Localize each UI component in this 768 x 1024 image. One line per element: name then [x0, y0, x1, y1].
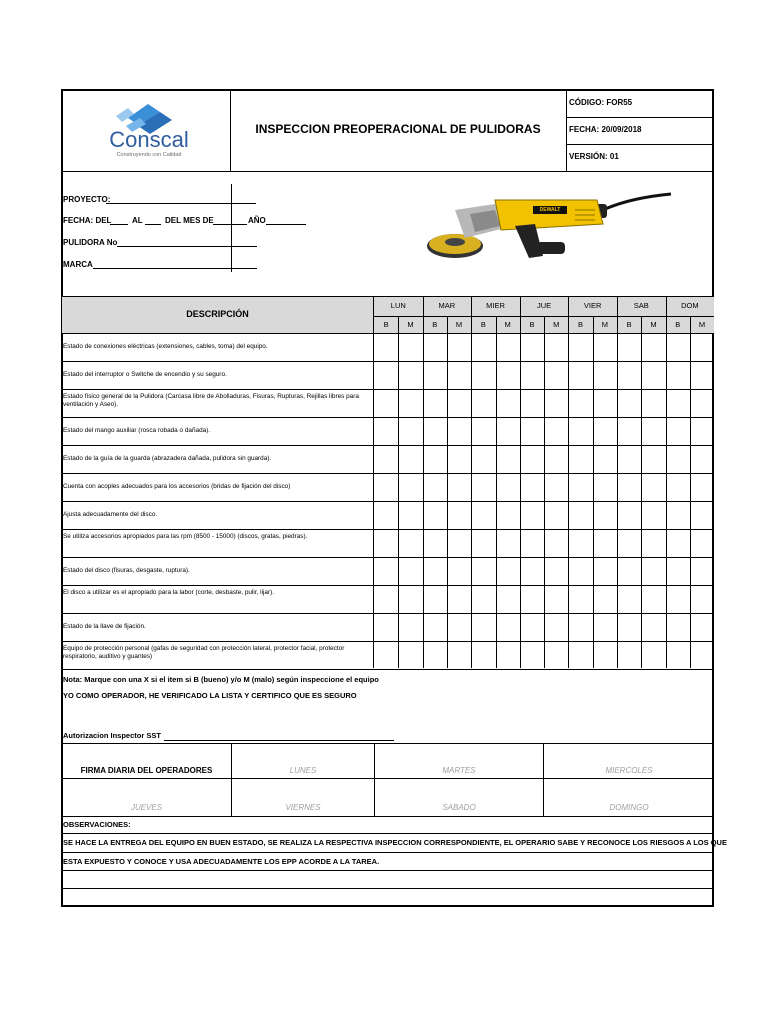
check-cell[interactable] — [399, 502, 421, 528]
check-cell[interactable] — [594, 558, 616, 584]
sub-header-m: M — [407, 320, 414, 329]
grinder-number-field[interactable] — [117, 246, 257, 247]
check-cell[interactable] — [691, 642, 713, 668]
check-cell[interactable] — [594, 362, 616, 388]
checklist-item-description: Estado de conexiones eléctricas (extensiones, cables, toma) del equipo. — [63, 343, 268, 350]
check-cell[interactable] — [399, 558, 421, 584]
check-cell[interactable] — [569, 390, 591, 416]
check-cell[interactable] — [545, 362, 567, 388]
sub-header-m: M — [601, 320, 608, 329]
check-cell[interactable] — [569, 642, 591, 668]
check-cell[interactable] — [497, 642, 519, 668]
signature-friday[interactable]: VIERNES — [285, 803, 321, 812]
check-cell[interactable] — [497, 418, 519, 444]
sub-header-b: B — [675, 320, 681, 329]
day-header-mar: MAR — [438, 301, 456, 310]
check-cell[interactable] — [691, 418, 713, 444]
check-cell[interactable] — [424, 390, 446, 416]
check-cell[interactable] — [667, 642, 689, 668]
check-cell[interactable] — [569, 446, 591, 472]
sub-header-m: M — [504, 320, 511, 329]
checklist-item-description: Equipo de protección personal (gafas de seguridad con protección lateral, protector facial, protector respiratorio, auditivo y guantes) — [63, 645, 345, 660]
check-cell[interactable] — [618, 586, 640, 612]
check-cell[interactable] — [472, 586, 494, 612]
check-cell[interactable] — [399, 418, 421, 444]
check-cell[interactable] — [375, 642, 397, 668]
check-cell[interactable] — [569, 334, 591, 360]
sub-header-m: M — [553, 320, 560, 329]
check-cell[interactable] — [691, 502, 713, 528]
check-cell[interactable] — [569, 586, 591, 612]
checklist-item-description: Se utiliza accesorios apropiados para las rpm (8500 - 15000) (discos, gratas, piedras). — [63, 533, 308, 540]
check-cell[interactable] — [448, 418, 470, 444]
year-label: AÑO — [248, 216, 266, 225]
check-cell[interactable] — [691, 586, 713, 612]
check-cell[interactable] — [618, 418, 640, 444]
check-cell[interactable] — [594, 390, 616, 416]
check-cell[interactable] — [399, 474, 421, 500]
check-cell[interactable] — [691, 614, 713, 640]
checklist-item-description: Estado del mango auxiliar (rosca robada o dañada). — [63, 427, 211, 434]
check-cell[interactable] — [448, 586, 470, 612]
date-from-label: FECHA: DEL — [63, 216, 112, 225]
day-header-lun: LUN — [390, 301, 406, 310]
check-cell[interactable] — [667, 446, 689, 472]
check-cell[interactable] — [424, 614, 446, 640]
check-cell[interactable] — [691, 474, 713, 500]
check-cell[interactable] — [667, 558, 689, 584]
check-cell[interactable] — [497, 390, 519, 416]
check-cell[interactable] — [618, 558, 640, 584]
checklist-item-description: Estado del interruptor o Switche de encendio y su seguro. — [63, 371, 227, 378]
check-cell[interactable] — [642, 586, 664, 612]
brand-field[interactable] — [93, 268, 257, 269]
check-cell[interactable] — [594, 614, 616, 640]
check-cell[interactable] — [521, 362, 543, 388]
check-cell[interactable] — [667, 390, 689, 416]
check-cell[interactable] — [497, 446, 519, 472]
check-cell[interactable] — [448, 642, 470, 668]
check-cell[interactable] — [472, 446, 494, 472]
check-cell[interactable] — [448, 474, 470, 500]
check-cell[interactable] — [375, 446, 397, 472]
signature-thursday[interactable]: JUEVES — [130, 803, 163, 812]
month-label: DEL MES DE — [165, 216, 214, 225]
check-cell[interactable] — [472, 642, 494, 668]
header-code-line-2 — [566, 144, 714, 145]
checklist-item-description: Estado de la guía de la guarda (abrazadera dañada, pulidora sin guarda). — [63, 455, 272, 462]
sub-header-b: B — [626, 320, 632, 329]
check-cell[interactable] — [399, 614, 421, 640]
check-cell[interactable] — [642, 502, 664, 528]
check-cell[interactable] — [497, 530, 519, 556]
check-cell[interactable] — [594, 334, 616, 360]
form-version: VERSIÓN: 01 — [569, 152, 619, 161]
inspector-signature-field[interactable] — [164, 740, 394, 741]
obs-line-2 — [61, 852, 714, 853]
check-cell[interactable] — [594, 418, 616, 444]
check-cell[interactable] — [375, 418, 397, 444]
check-cell[interactable] — [521, 446, 543, 472]
check-cell[interactable] — [569, 614, 591, 640]
check-cell[interactable] — [521, 502, 543, 528]
check-cell[interactable] — [472, 362, 494, 388]
signature-monday[interactable]: LUNES — [289, 766, 317, 775]
observations-text-1: SE HACE LA ENTREGA DEL EQUIPO EN BUEN ESTADO, SE REALIZA LA RESPECTIVA INSPECCION CORRESPONDIENTE, EL OPERARIO SABE Y RECONOCE LOS RIESGOS A LOS QUE — [63, 838, 727, 847]
check-cell[interactable] — [642, 530, 664, 556]
form-code: CÓDIGO: FOR55 — [569, 98, 633, 107]
check-cell[interactable] — [375, 614, 397, 640]
check-cell[interactable] — [569, 418, 591, 444]
check-cell[interactable] — [399, 530, 421, 556]
check-cell[interactable] — [424, 642, 446, 668]
check-cell[interactable] — [545, 614, 567, 640]
sub-header-b: B — [578, 320, 584, 329]
inspector-authorization-label: Autorizacion Inspector SST — [63, 731, 161, 740]
check-cell[interactable] — [472, 502, 494, 528]
check-cell[interactable] — [521, 586, 543, 612]
check-cell[interactable] — [642, 474, 664, 500]
observations-label: OBSERVACIONES: — [63, 820, 131, 829]
check-cell[interactable] — [424, 334, 446, 360]
check-cell[interactable] — [375, 390, 397, 416]
checklist-item-description: Cuenta con acoples adecuados para los accesorios (bridas de fijación del disco) — [63, 483, 291, 490]
check-cell[interactable] — [497, 502, 519, 528]
check-cell[interactable] — [642, 418, 664, 444]
logo-text: Conscal — [109, 127, 189, 152]
checklist-item-description: Estado físico general de la Pulidora (Carcasa libre de Abolladuras, Fisuras, Rupturas, Rejillas libres para ventilación y Aseo). — [63, 393, 359, 408]
month-field[interactable] — [213, 224, 247, 225]
note-text: Nota: Marque con una X si el item si B (bueno) y/o M (malo) según inspeccione el equipo — [63, 675, 379, 684]
check-cell[interactable] — [642, 614, 664, 640]
check-cell[interactable] — [594, 530, 616, 556]
check-cell[interactable] — [642, 446, 664, 472]
check-cell[interactable] — [521, 642, 543, 668]
check-cell[interactable] — [691, 446, 713, 472]
check-cell[interactable] — [667, 502, 689, 528]
check-cell[interactable] — [569, 474, 591, 500]
check-cell[interactable] — [569, 558, 591, 584]
check-cell[interactable] — [545, 502, 567, 528]
obs-line-1 — [61, 833, 714, 834]
check-cell[interactable] — [399, 390, 421, 416]
company-logo — [86, 96, 212, 166]
check-cell[interactable] — [618, 334, 640, 360]
check-cell[interactable] — [472, 558, 494, 584]
check-cell[interactable] — [497, 334, 519, 360]
date-to-field[interactable] — [145, 224, 161, 225]
check-cell[interactable] — [448, 614, 470, 640]
year-field[interactable] — [266, 224, 306, 225]
check-cell[interactable] — [642, 642, 664, 668]
check-cell[interactable] — [594, 586, 616, 612]
sub-header-b: B — [480, 320, 486, 329]
form-date: FECHA: 20/09/2018 — [569, 125, 642, 134]
check-cell[interactable] — [521, 390, 543, 416]
signature-wednesday[interactable]: MIERCOLES — [605, 766, 653, 775]
check-cell[interactable] — [399, 642, 421, 668]
signature-sunday[interactable]: DOMINGO — [609, 803, 649, 812]
check-cell[interactable] — [667, 418, 689, 444]
check-cell[interactable] — [497, 362, 519, 388]
day-header-dom: DOM — [681, 301, 699, 310]
checklist-item-description: Estado de la llave de fijación. — [63, 623, 146, 630]
check-cell[interactable] — [521, 614, 543, 640]
signature-bottom-line — [61, 816, 714, 817]
check-cell[interactable] — [545, 474, 567, 500]
check-cell[interactable] — [545, 530, 567, 556]
check-cell[interactable] — [618, 390, 640, 416]
check-cell[interactable] — [618, 362, 640, 388]
signature-top-line — [61, 743, 714, 744]
checklist-item-description: El disco a utilizar es el apropiado para la labor (corte, desbaste, pulir, lijar). — [63, 589, 274, 596]
check-cell[interactable] — [521, 558, 543, 584]
check-cell[interactable] — [472, 390, 494, 416]
check-cell[interactable] — [375, 558, 397, 584]
check-cell[interactable] — [424, 530, 446, 556]
certification-text: YO COMO OPERADOR, HE VERIFICADO LA LISTA Y CERTIFICO QUE ES SEGURO — [63, 691, 357, 700]
day-header-jue: JUE — [537, 301, 552, 310]
check-cell[interactable] — [594, 502, 616, 528]
check-cell[interactable] — [545, 586, 567, 612]
date-to-label: AL — [132, 216, 143, 225]
observations-text-2: ESTA EXPUESTO Y CONOCE Y USA ADECUADAMENTE LOS EPP ACORDE A LA TAREA. — [63, 857, 380, 866]
obs-line-4 — [61, 888, 714, 889]
check-cell[interactable] — [448, 502, 470, 528]
project-label: PROYECTO: — [63, 195, 111, 204]
operator-signature-label: FIRMA DIARIA DEL OPERADORES — [80, 766, 213, 775]
grinder-brand-text: DEWALT — [539, 207, 561, 213]
check-cell[interactable] — [569, 362, 591, 388]
check-cell[interactable] — [521, 418, 543, 444]
check-cell[interactable] — [448, 446, 470, 472]
check-cell[interactable] — [545, 390, 567, 416]
header-code-line-1 — [566, 117, 714, 118]
check-cell[interactable] — [424, 558, 446, 584]
check-cell[interactable] — [691, 558, 713, 584]
check-cell[interactable] — [399, 334, 421, 360]
checklist-item-description: Estado del disco (fisuras, desgaste, ruptura). — [63, 567, 190, 574]
obs-line-3 — [61, 870, 714, 871]
check-cell[interactable] — [691, 334, 713, 360]
check-cell[interactable] — [399, 586, 421, 612]
check-cell[interactable] — [448, 530, 470, 556]
check-cell[interactable] — [424, 362, 446, 388]
check-cell[interactable] — [545, 446, 567, 472]
checklist-item-description: Ajusta adecuadamente del disco. — [63, 511, 158, 518]
check-cell[interactable] — [569, 530, 591, 556]
check-cell[interactable] — [594, 474, 616, 500]
check-cell[interactable] — [497, 614, 519, 640]
check-cell[interactable] — [375, 502, 397, 528]
check-cell[interactable] — [691, 362, 713, 388]
check-cell[interactable] — [642, 362, 664, 388]
sub-header-m: M — [455, 320, 463, 329]
check-cell[interactable] — [448, 334, 470, 360]
check-cell[interactable] — [569, 502, 591, 528]
check-cell[interactable] — [472, 530, 494, 556]
check-cell[interactable] — [545, 418, 567, 444]
check-cell[interactable] — [375, 334, 397, 360]
check-cell[interactable] — [667, 474, 689, 500]
check-cell[interactable] — [375, 362, 397, 388]
check-cell[interactable] — [424, 502, 446, 528]
check-cell[interactable] — [691, 390, 713, 416]
angle-grinder-image — [425, 180, 675, 275]
check-cell[interactable] — [424, 418, 446, 444]
check-cell[interactable] — [448, 390, 470, 416]
check-cell[interactable] — [521, 334, 543, 360]
check-cell[interactable] — [472, 334, 494, 360]
sub-header-m: M — [650, 320, 657, 329]
check-cell[interactable] — [424, 446, 446, 472]
check-cell[interactable] — [618, 446, 640, 472]
description-header: DESCRIPCIÓN — [186, 309, 249, 319]
sub-header-m: M — [698, 320, 706, 329]
check-cell[interactable] — [424, 586, 446, 612]
check-cell[interactable] — [667, 334, 689, 360]
check-cell[interactable] — [399, 362, 421, 388]
grinder-number-label: PULIDORA No — [63, 238, 118, 247]
check-cell[interactable] — [448, 362, 470, 388]
check-cell[interactable] — [667, 614, 689, 640]
header-divider-right — [566, 90, 567, 171]
project-field[interactable] — [106, 203, 256, 204]
brand-label: MARCA — [63, 260, 93, 269]
check-cell[interactable] — [667, 586, 689, 612]
signature-mid-line — [61, 778, 714, 779]
check-cell[interactable] — [375, 586, 397, 612]
angle-grinder-icon — [425, 180, 675, 275]
check-cell[interactable] — [545, 558, 567, 584]
header-bottom-line — [61, 171, 714, 172]
info-divider — [231, 184, 232, 272]
row-line — [61, 669, 714, 670]
check-cell[interactable] — [497, 474, 519, 500]
check-cell[interactable] — [618, 474, 640, 500]
check-cell[interactable] — [618, 502, 640, 528]
check-cell[interactable] — [642, 390, 664, 416]
check-cell[interactable] — [472, 474, 494, 500]
check-cell[interactable] — [618, 530, 640, 556]
check-cell[interactable] — [545, 642, 567, 668]
day-header-mier: MIER — [486, 301, 505, 310]
check-cell[interactable] — [472, 614, 494, 640]
check-cell[interactable] — [545, 334, 567, 360]
logo-tagline: Construyendo con Calidad — [116, 152, 182, 158]
sub-header-b: B — [432, 320, 438, 329]
check-cell[interactable] — [375, 530, 397, 556]
check-cell[interactable] — [594, 642, 616, 668]
check-cell[interactable] — [691, 530, 713, 556]
sub-header-b: B — [529, 320, 535, 329]
check-cell[interactable] — [448, 558, 470, 584]
check-cell[interactable] — [667, 530, 689, 556]
day-header-sab: SAB — [633, 301, 649, 310]
check-cell[interactable] — [521, 530, 543, 556]
check-cell[interactable] — [497, 586, 519, 612]
check-cell[interactable] — [521, 474, 543, 500]
check-cell[interactable] — [497, 558, 519, 584]
sub-header-b: B — [383, 320, 389, 329]
day-header-vier: VIER — [583, 301, 602, 310]
check-cell[interactable] — [618, 614, 640, 640]
check-cell[interactable] — [472, 418, 494, 444]
form-title: INSPECCION PREOPERACIONAL DE PULIDORAS — [255, 122, 541, 136]
check-cell[interactable] — [642, 334, 664, 360]
check-cell[interactable] — [667, 362, 689, 388]
check-cell[interactable] — [424, 474, 446, 500]
check-cell[interactable] — [399, 446, 421, 472]
check-cell[interactable] — [618, 642, 640, 668]
date-from-field[interactable] — [110, 224, 128, 225]
check-cell[interactable] — [594, 446, 616, 472]
signature-tuesday[interactable]: MARTES — [442, 766, 476, 775]
check-cell[interactable] — [642, 558, 664, 584]
check-cell[interactable] — [375, 474, 397, 500]
signature-saturday[interactable]: SABADO — [442, 803, 476, 812]
